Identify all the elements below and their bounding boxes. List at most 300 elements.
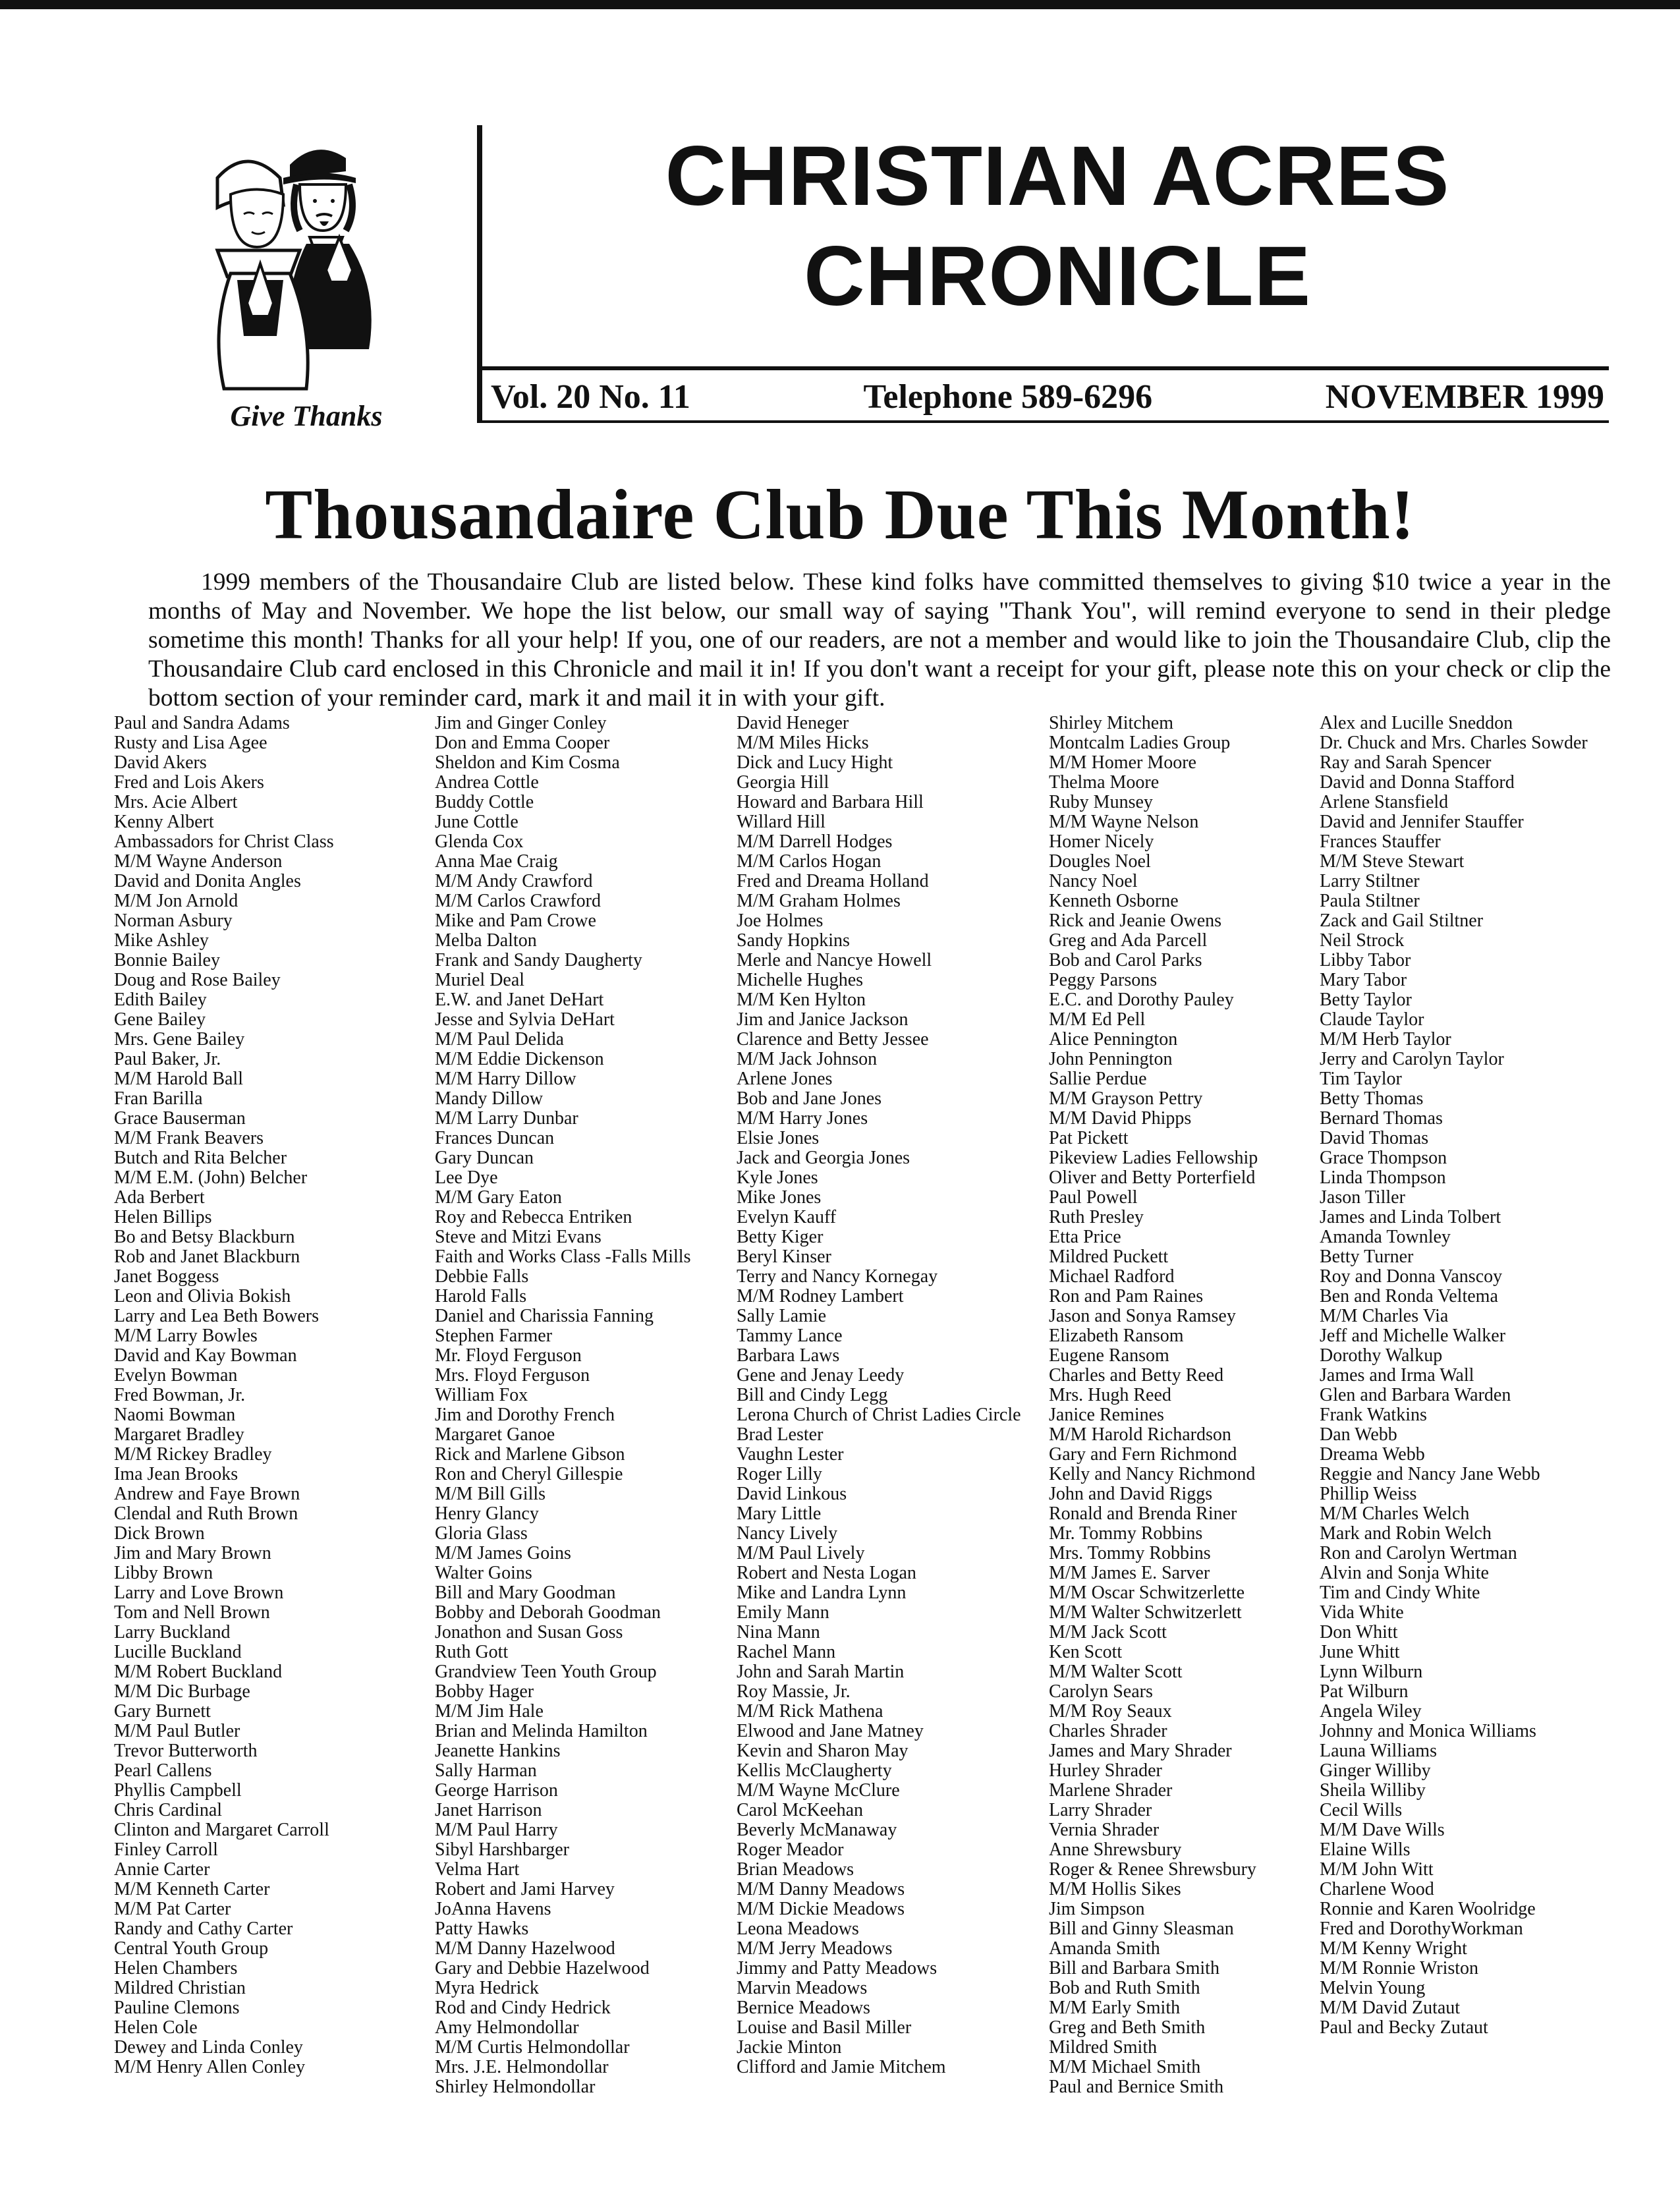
member-name: James and Linda Tolbert bbox=[1320, 1207, 1501, 1227]
issue-date: NOVEMBER 1999 bbox=[1325, 378, 1604, 416]
member-name: David and Kay Bowman bbox=[114, 1345, 297, 1366]
member-name: Ronnie and Karen Woolridge bbox=[1320, 1899, 1536, 1919]
member-name: Jack and Georgia Jones bbox=[737, 1148, 910, 1168]
member-name: Jonathon and Susan Goss bbox=[435, 1622, 623, 1642]
member-name: Finley Carroll bbox=[114, 1839, 218, 1860]
member-name: Naomi Bowman bbox=[114, 1405, 236, 1425]
member-name: Louise and Basil Miller bbox=[737, 2017, 912, 2038]
member-name: Charles Shrader bbox=[1049, 1721, 1167, 1741]
member-name: Mary Tabor bbox=[1320, 970, 1407, 990]
member-name: Shirley Mitchem bbox=[1049, 713, 1173, 733]
member-name: Phyllis Campbell bbox=[114, 1780, 242, 1801]
member-name: Elizabeth Ransom bbox=[1049, 1326, 1184, 1346]
member-name: Rick and Marlene Gibson bbox=[435, 1444, 625, 1465]
member-name: Elwood and Jane Matney bbox=[737, 1721, 924, 1741]
member-name: Greg and Beth Smith bbox=[1049, 2017, 1206, 2038]
member-name: M/M Robert Buckland bbox=[114, 1662, 283, 1682]
member-name: M/M Dic Burbage bbox=[114, 1681, 250, 1702]
member-name: Margaret Ganoe bbox=[435, 1424, 555, 1445]
member-name: Georgia Hill bbox=[737, 772, 829, 793]
member-name: Vernia Shrader bbox=[1049, 1820, 1160, 1840]
member-name: M/M Pat Carter bbox=[114, 1899, 231, 1919]
member-column-1 bbox=[114, 714, 424, 2077]
member-name: Bob and Ruth Smith bbox=[1049, 1978, 1200, 1998]
member-name: Libby Brown bbox=[114, 1563, 213, 1583]
member-name: Janet Harrison bbox=[435, 1800, 542, 1820]
member-name: Mrs. J.E. Helmondollar bbox=[435, 2057, 609, 2077]
member-name: John and Sarah Martin bbox=[737, 1662, 905, 1682]
member-name: Elsie Jones bbox=[737, 1128, 820, 1148]
member-name: Jesse and Sylvia DeHart bbox=[435, 1009, 615, 1030]
member-name: Henry Glancy bbox=[435, 1503, 539, 1524]
member-name: Pat Wilburn bbox=[1320, 1681, 1409, 1702]
member-name: Bill and Mary Goodman bbox=[435, 1583, 616, 1603]
member-name: Reggie and Nancy Jane Webb bbox=[1320, 1464, 1540, 1484]
member-name: Kevin and Sharon May bbox=[737, 1741, 909, 1761]
member-name: Jeff and Michelle Walker bbox=[1320, 1326, 1506, 1346]
member-name: Vaughn Lester bbox=[737, 1444, 844, 1465]
member-name: Dick Brown bbox=[114, 1523, 205, 1544]
member-name: M/M Danny Hazelwood bbox=[435, 1938, 615, 1959]
member-name: Mike and Landra Lynn bbox=[737, 1583, 907, 1603]
member-name: Dewey and Linda Conley bbox=[114, 2037, 303, 2058]
member-name: M/M Miles Hicks bbox=[737, 733, 869, 753]
member-name: Michelle Hughes bbox=[737, 970, 864, 990]
member-name: Paul and Bernice Smith bbox=[1049, 2077, 1224, 2097]
member-name: M/M Ronnie Wriston bbox=[1320, 1958, 1479, 1978]
member-name: Andrea Cottle bbox=[435, 772, 539, 793]
member-name: Kellis McClaugherty bbox=[737, 1760, 892, 1781]
member-name: M/M Carlos Crawford bbox=[435, 891, 601, 911]
member-name: John Pennington bbox=[1049, 1049, 1173, 1069]
member-name: Tammy Lance bbox=[737, 1326, 843, 1346]
member-name: M/M Wayne Anderson bbox=[114, 851, 283, 872]
member-name: Ronald and Brenda Riner bbox=[1049, 1503, 1237, 1524]
member-column-4 bbox=[1049, 714, 1358, 2097]
member-name: Ron and Cheryl Gillespie bbox=[435, 1464, 623, 1484]
member-name: Terry and Nancy Kornegay bbox=[737, 1266, 938, 1287]
member-name: Mrs. Hugh Reed bbox=[1049, 1385, 1171, 1405]
member-name: Margaret Bradley bbox=[114, 1424, 244, 1445]
member-name: Frank Watkins bbox=[1320, 1405, 1427, 1425]
member-name: Mike Jones bbox=[737, 1187, 822, 1208]
member-name: Vida White bbox=[1320, 1602, 1404, 1623]
member-name: Dr. Chuck and Mrs. Charles Sowder bbox=[1320, 733, 1588, 753]
member-name: M/M Paul Lively bbox=[737, 1543, 865, 1563]
member-name: Roger Meador bbox=[737, 1839, 844, 1860]
member-name: Gene Bailey bbox=[114, 1009, 206, 1030]
member-name: Mr. Floyd Ferguson bbox=[435, 1345, 582, 1366]
member-name: Chris Cardinal bbox=[114, 1800, 223, 1820]
member-name: Randy and Cathy Carter bbox=[114, 1919, 293, 1939]
member-name: David Akers bbox=[114, 752, 207, 773]
member-name: Bill and Ginny Sleasman bbox=[1049, 1919, 1234, 1939]
member-name: Johnny and Monica Williams bbox=[1320, 1721, 1536, 1741]
member-name: Gloria Glass bbox=[435, 1523, 528, 1544]
member-name: M/M Dickie Meadows bbox=[737, 1899, 905, 1919]
member-name: Neil Strock bbox=[1320, 930, 1405, 951]
member-name: Lucille Buckland bbox=[114, 1642, 242, 1662]
member-name: Jim and Dorothy French bbox=[435, 1405, 615, 1425]
member-name: M/M Larry Dunbar bbox=[435, 1108, 578, 1129]
member-name: Fred and DorothyWorkman bbox=[1320, 1919, 1523, 1939]
member-name: Andrew and Faye Brown bbox=[114, 1484, 300, 1504]
member-name: Gene and Jenay Leedy bbox=[737, 1365, 905, 1386]
member-name: Montcalm Ladies Group bbox=[1049, 733, 1231, 753]
member-name: Roy Massie, Jr. bbox=[737, 1681, 851, 1702]
member-name: M/M John Witt bbox=[1320, 1859, 1434, 1880]
member-name: M/M Kenneth Carter bbox=[114, 1879, 270, 1899]
member-name: M/M Jon Arnold bbox=[114, 891, 238, 911]
member-name: Rachel Mann bbox=[737, 1642, 836, 1662]
member-name: Mandy Dillow bbox=[435, 1088, 544, 1109]
member-name: Anne Shrewsbury bbox=[1049, 1839, 1182, 1860]
member-name: Thelma Moore bbox=[1049, 772, 1160, 793]
member-name: Evelyn Kauff bbox=[737, 1207, 837, 1227]
member-name: Grace Thompson bbox=[1320, 1148, 1447, 1168]
member-name: Ray and Sarah Spencer bbox=[1320, 752, 1492, 773]
member-name: Evelyn Bowman bbox=[114, 1365, 238, 1386]
member-name: Jimmy and Patty Meadows bbox=[737, 1958, 938, 1978]
member-name: Phillip Weiss bbox=[1320, 1484, 1417, 1504]
member-name: M/M James E. Sarver bbox=[1049, 1563, 1210, 1583]
member-name: Claude Taylor bbox=[1320, 1009, 1424, 1030]
member-name: Nancy Noel bbox=[1049, 871, 1138, 891]
member-list bbox=[0, 714, 1680, 2123]
member-name: M/M Wayne Nelson bbox=[1049, 812, 1199, 832]
member-name: JoAnna Havens bbox=[435, 1899, 551, 1919]
member-name: M/M Early Smith bbox=[1049, 1998, 1181, 2018]
member-name: Roger Lilly bbox=[737, 1464, 822, 1484]
member-name: Pearl Callens bbox=[114, 1760, 212, 1781]
member-name: Mildred Christian bbox=[114, 1978, 246, 1998]
member-name: M/M Charles Via bbox=[1320, 1306, 1449, 1326]
member-name: M/M Steve Stewart bbox=[1320, 851, 1465, 872]
masthead-divider bbox=[477, 125, 482, 423]
member-name: Roy and Rebecca Entriken bbox=[435, 1207, 632, 1227]
member-name: Kyle Jones bbox=[737, 1167, 818, 1188]
member-name: Dick and Lucy Hight bbox=[737, 752, 893, 773]
member-name: Clarence and Betty Jessee bbox=[737, 1029, 929, 1050]
member-name: Sallie Perdue bbox=[1049, 1069, 1147, 1089]
member-name: Launa Williams bbox=[1320, 1741, 1437, 1761]
member-name: M/M Darrell Hodges bbox=[737, 831, 893, 852]
newsletter-title bbox=[501, 126, 1614, 327]
member-name: M/M David Phipps bbox=[1049, 1108, 1192, 1129]
member-name: Jim Simpson bbox=[1049, 1899, 1145, 1919]
member-name: Beryl Kinser bbox=[737, 1247, 831, 1267]
member-column-5 bbox=[1320, 714, 1629, 2038]
member-name: Frances Duncan bbox=[435, 1128, 555, 1148]
member-name: M/M Henry Allen Conley bbox=[114, 2057, 306, 2077]
member-name: M/M Oscar Schwitzerlette bbox=[1049, 1583, 1245, 1603]
member-name: Bernice Meadows bbox=[737, 1998, 870, 2018]
member-name: Mrs. Gene Bailey bbox=[114, 1029, 245, 1050]
member-name: Dan Webb bbox=[1320, 1424, 1397, 1445]
member-name: Paula Stiltner bbox=[1320, 891, 1420, 911]
member-name: Beverly McManaway bbox=[737, 1820, 897, 1840]
member-name: Sibyl Harshbarger bbox=[435, 1839, 569, 1860]
member-name: Lynn Wilburn bbox=[1320, 1662, 1423, 1682]
member-name: Jeanette Hankins bbox=[435, 1741, 561, 1761]
member-name: Larry and Lea Beth Bowers bbox=[114, 1306, 319, 1326]
member-name: Bill and Cindy Legg bbox=[737, 1385, 888, 1405]
member-name: Tom and Nell Brown bbox=[114, 1602, 270, 1623]
issue-info bbox=[491, 376, 1604, 418]
member-name: Roy and Donna Vanscoy bbox=[1320, 1266, 1503, 1287]
member-name: Glen and Barbara Warden bbox=[1320, 1385, 1511, 1405]
member-name: Arlene Stansfield bbox=[1320, 792, 1449, 812]
member-name: Homer Nicely bbox=[1049, 831, 1154, 852]
member-name: M/M Harry Dillow bbox=[435, 1069, 576, 1089]
member-name: Ginger Williby bbox=[1320, 1760, 1431, 1781]
member-name: Bo and Betsy Blackburn bbox=[114, 1227, 295, 1247]
member-name: Carolyn Sears bbox=[1049, 1681, 1153, 1702]
member-name: M/M Graham Holmes bbox=[737, 891, 901, 911]
title-line-1: CHRISTIAN ACRES bbox=[665, 129, 1450, 223]
member-name: Linda Thompson bbox=[1320, 1167, 1446, 1188]
member-name: Trevor Butterworth bbox=[114, 1741, 258, 1761]
member-name: Tim and Cindy White bbox=[1320, 1583, 1480, 1603]
member-name: Helen Chambers bbox=[114, 1958, 238, 1978]
member-name: Paul Powell bbox=[1049, 1187, 1138, 1208]
member-name: M/M James Goins bbox=[435, 1543, 571, 1563]
member-name: Nina Mann bbox=[737, 1622, 820, 1642]
member-name: Ruby Munsey bbox=[1049, 792, 1153, 812]
member-name: M/M Bill Gills bbox=[435, 1484, 546, 1504]
member-name: Joe Holmes bbox=[737, 911, 824, 931]
member-name: Oliver and Betty Porterfield bbox=[1049, 1167, 1256, 1188]
telephone-number: Telephone 589-6296 bbox=[863, 378, 1153, 416]
member-name: Melvin Young bbox=[1320, 1978, 1426, 1998]
member-name: M/M Hollis Sikes bbox=[1049, 1879, 1181, 1899]
member-name: Nancy Lively bbox=[737, 1523, 838, 1544]
member-name: Tim Taylor bbox=[1320, 1069, 1402, 1089]
member-name: Grace Bauserman bbox=[114, 1108, 246, 1129]
member-name: Arlene Jones bbox=[737, 1069, 833, 1089]
member-name: Sheila Williby bbox=[1320, 1780, 1426, 1801]
member-name: Kenneth Osborne bbox=[1049, 891, 1179, 911]
member-name: Steve and Mitzi Evans bbox=[435, 1227, 602, 1247]
member-name: June Whitt bbox=[1320, 1642, 1400, 1662]
member-name: Alex and Lucille Sneddon bbox=[1320, 713, 1513, 733]
member-name: Mildred Smith bbox=[1049, 2037, 1158, 2058]
member-name: Bill and Barbara Smith bbox=[1049, 1958, 1219, 1978]
member-name: Central Youth Group bbox=[114, 1938, 269, 1959]
member-name: M/M Paul Butler bbox=[114, 1721, 240, 1741]
member-name: M/M Walter Schwitzerlett bbox=[1049, 1602, 1242, 1623]
member-name: Carol McKeehan bbox=[737, 1800, 864, 1820]
member-name: Doug and Rose Bailey bbox=[114, 970, 281, 990]
member-name: Larry Stiltner bbox=[1320, 871, 1420, 891]
member-name: Debbie Falls bbox=[435, 1266, 529, 1287]
member-name: Brad Lester bbox=[737, 1424, 824, 1445]
member-name: M/M David Zutaut bbox=[1320, 1998, 1461, 2018]
member-name: Mildred Puckett bbox=[1049, 1247, 1169, 1267]
member-name: Mary Little bbox=[737, 1503, 822, 1524]
member-name: Merle and Nancye Howell bbox=[737, 950, 932, 970]
member-name: Cecil Wills bbox=[1320, 1800, 1403, 1820]
title-line-2: CHRONICLE bbox=[804, 229, 1311, 323]
member-name: Don and Emma Cooper bbox=[435, 733, 610, 753]
member-name: Gary and Debbie Hazelwood bbox=[435, 1958, 650, 1978]
member-name: M/M Larry Bowles bbox=[114, 1326, 258, 1346]
member-name: M/M Paul Harry bbox=[435, 1820, 558, 1840]
member-name: Bonnie Bailey bbox=[114, 950, 220, 970]
member-name: Elaine Wills bbox=[1320, 1839, 1411, 1860]
member-name: Bobby and Deborah Goodman bbox=[435, 1602, 661, 1623]
member-name: Gary Duncan bbox=[435, 1148, 534, 1168]
member-name: Frances Stauffer bbox=[1320, 831, 1441, 852]
member-name: Kenny Albert bbox=[114, 812, 214, 832]
member-name: Lee Dye bbox=[435, 1167, 498, 1188]
member-name: Betty Thomas bbox=[1320, 1088, 1424, 1109]
member-name: Kelly and Nancy Richmond bbox=[1049, 1464, 1256, 1484]
member-name: M/M Rickey Bradley bbox=[114, 1444, 272, 1465]
member-name: M/M Eddie Dickenson bbox=[435, 1049, 604, 1069]
issue-rule-top bbox=[477, 366, 1609, 370]
member-name: Pat Pickett bbox=[1049, 1128, 1129, 1148]
member-name: Anna Mae Craig bbox=[435, 851, 558, 872]
member-name: William Fox bbox=[435, 1385, 528, 1405]
member-name: Mrs. Tommy Robbins bbox=[1049, 1543, 1211, 1563]
member-name: Helen Billips bbox=[114, 1207, 212, 1227]
member-name: Norman Asbury bbox=[114, 911, 233, 931]
member-name: Dorothy Walkup bbox=[1320, 1345, 1443, 1366]
member-name: M/M Grayson Pettry bbox=[1049, 1088, 1203, 1109]
member-name: Stephen Farmer bbox=[435, 1326, 553, 1346]
member-name: Ken Scott bbox=[1049, 1642, 1123, 1662]
member-name: Marvin Meadows bbox=[737, 1978, 868, 1998]
article-intro: 1999 members of the Thousandaire Club are listed below. These kind folks have committed themselves to giving $10 twice a year in the months of May and November. We hope the list below, our small way of saying "Thank You", will remind everyone to send in their pledge sometime this month! Thanks for all your help! If you, one of our readers, are not a member and would like to join the Thousandaire Club, clip the Thousandaire Club card enclosed in this Chronicle and mail it in! If you don't want a receipt for your gift, please note this on your check or clip the bottom section of your reminder card, mark it and mail it in with your gift. bbox=[148, 569, 1611, 712]
member-name: Rusty and Lisa Agee bbox=[114, 733, 267, 753]
member-name: Alvin and Sonja White bbox=[1320, 1563, 1489, 1583]
member-name: M/M Wayne McClure bbox=[737, 1780, 900, 1801]
member-name: M/M Jack Scott bbox=[1049, 1622, 1167, 1642]
member-name: Sheldon and Kim Cosma bbox=[435, 752, 620, 773]
member-column-3 bbox=[737, 714, 1046, 2077]
member-name: Mark and Robin Welch bbox=[1320, 1523, 1492, 1544]
member-name: June Cottle bbox=[435, 812, 518, 832]
member-name: Ruth Presley bbox=[1049, 1207, 1144, 1227]
member-name: Daniel and Charissia Fanning bbox=[435, 1306, 654, 1326]
member-name: Mr. Tommy Robbins bbox=[1049, 1523, 1203, 1544]
member-name: James and Mary Shrader bbox=[1049, 1741, 1232, 1761]
member-name: Clendal and Ruth Brown bbox=[114, 1503, 298, 1524]
member-name: Jason and Sonya Ramsey bbox=[1049, 1306, 1236, 1326]
member-name: Gary and Fern Richmond bbox=[1049, 1444, 1237, 1465]
member-name: M/M Andy Crawford bbox=[435, 871, 593, 891]
member-name: Gary Burnett bbox=[114, 1701, 211, 1722]
member-name: Emily Mann bbox=[737, 1602, 829, 1623]
member-name: M/M Jim Hale bbox=[435, 1701, 544, 1722]
member-name: Harold Falls bbox=[435, 1286, 527, 1306]
member-name: Myra Hedrick bbox=[435, 1978, 539, 1998]
member-name: Paul and Becky Zutaut bbox=[1320, 2017, 1488, 2038]
member-name: M/M Paul Delida bbox=[435, 1029, 564, 1050]
member-name: Don Whitt bbox=[1320, 1622, 1398, 1642]
member-name: M/M Homer Moore bbox=[1049, 752, 1196, 773]
member-name: E.W. and Janet DeHart bbox=[435, 990, 604, 1010]
member-name: Betty Turner bbox=[1320, 1247, 1414, 1267]
member-name: David and Jennifer Stauffer bbox=[1320, 812, 1524, 832]
member-name: Rick and Jeanie Owens bbox=[1049, 911, 1222, 931]
member-name: M/M Harold Ball bbox=[114, 1069, 243, 1089]
member-name: Janet Boggess bbox=[114, 1266, 219, 1287]
member-name: Jim and Mary Brown bbox=[114, 1543, 271, 1563]
member-name: Janice Remines bbox=[1049, 1405, 1164, 1425]
member-name: Greg and Ada Parcell bbox=[1049, 930, 1208, 951]
member-name: Velma Hart bbox=[435, 1859, 520, 1880]
member-name: Libby Tabor bbox=[1320, 950, 1411, 970]
member-name: Helen Cole bbox=[114, 2017, 198, 2038]
member-name: M/M Danny Meadows bbox=[737, 1879, 905, 1899]
member-name: Annie Carter bbox=[114, 1859, 210, 1880]
article-headline: Thousandaire Club Due This Month! bbox=[265, 476, 1415, 554]
member-name: Clinton and Margaret Carroll bbox=[114, 1820, 329, 1840]
member-name: Howard and Barbara Hill bbox=[737, 792, 924, 812]
member-name: Fred Bowman, Jr. bbox=[114, 1385, 246, 1405]
member-name: Lerona Church of Christ Ladies Circle bbox=[737, 1405, 1021, 1425]
member-name: M/M Jack Johnson bbox=[737, 1049, 878, 1069]
member-name: Ben and Ronda Veltema bbox=[1320, 1286, 1498, 1306]
member-name: Sally Harman bbox=[435, 1760, 537, 1781]
member-name: Faith and Works Class -Falls Mills bbox=[435, 1247, 691, 1267]
member-name: Peggy Parsons bbox=[1049, 970, 1158, 990]
member-name: Brian Meadows bbox=[737, 1859, 854, 1880]
member-name: Pikeview Ladies Fellowship bbox=[1049, 1148, 1258, 1168]
member-name: Paul and Sandra Adams bbox=[114, 713, 290, 733]
member-name: David Linkous bbox=[737, 1484, 847, 1504]
member-name: M/M Carlos Hogan bbox=[737, 851, 882, 872]
member-column-2 bbox=[435, 714, 744, 2097]
member-name: Dreama Webb bbox=[1320, 1444, 1425, 1465]
member-name: M/M Frank Beavers bbox=[114, 1128, 264, 1148]
member-name: Frank and Sandy Daugherty bbox=[435, 950, 642, 970]
member-name: M/M Michael Smith bbox=[1049, 2057, 1201, 2077]
member-name: Bob and Jane Jones bbox=[737, 1088, 882, 1109]
member-name: John and David Riggs bbox=[1049, 1484, 1213, 1504]
member-name: Rod and Cindy Hedrick bbox=[435, 1998, 611, 2018]
member-name: M/M Harold Richardson bbox=[1049, 1424, 1231, 1445]
member-name: M/M Ed Pell bbox=[1049, 1009, 1146, 1030]
member-name: Muriel Deal bbox=[435, 970, 525, 990]
member-name: Charles and Betty Reed bbox=[1049, 1365, 1224, 1386]
member-name: M/M Jerry Meadows bbox=[737, 1938, 893, 1959]
member-name: Sandy Hopkins bbox=[737, 930, 850, 951]
member-name: Larry and Love Brown bbox=[114, 1583, 284, 1603]
issue-rule-bottom bbox=[477, 420, 1609, 423]
member-name: M/M Rodney Lambert bbox=[737, 1286, 904, 1306]
member-name: Brian and Melinda Hamilton bbox=[435, 1721, 648, 1741]
member-name: Robert and Jami Harvey bbox=[435, 1879, 615, 1899]
member-name: James and Irma Wall bbox=[1320, 1365, 1474, 1386]
member-name: Jason Tiller bbox=[1320, 1187, 1405, 1208]
member-name: Barbara Laws bbox=[737, 1345, 840, 1366]
member-name: Pauline Clemons bbox=[114, 1998, 240, 2018]
member-name: George Harrison bbox=[435, 1780, 558, 1801]
member-name: Shirley Helmondollar bbox=[435, 2077, 596, 2097]
member-name: Dougles Noel bbox=[1049, 851, 1151, 872]
member-name: Leon and Olivia Bokish bbox=[114, 1286, 291, 1306]
member-name: Zack and Gail Stiltner bbox=[1320, 911, 1484, 931]
member-name: Clifford and Jamie Mitchem bbox=[737, 2057, 946, 2077]
member-name: Grandview Teen Youth Group bbox=[435, 1662, 657, 1682]
member-name: Glenda Cox bbox=[435, 831, 524, 852]
member-name: Ada Berbert bbox=[114, 1187, 205, 1208]
member-name: M/M Rick Mathena bbox=[737, 1701, 883, 1722]
member-name: M/M Gary Eaton bbox=[435, 1187, 562, 1208]
